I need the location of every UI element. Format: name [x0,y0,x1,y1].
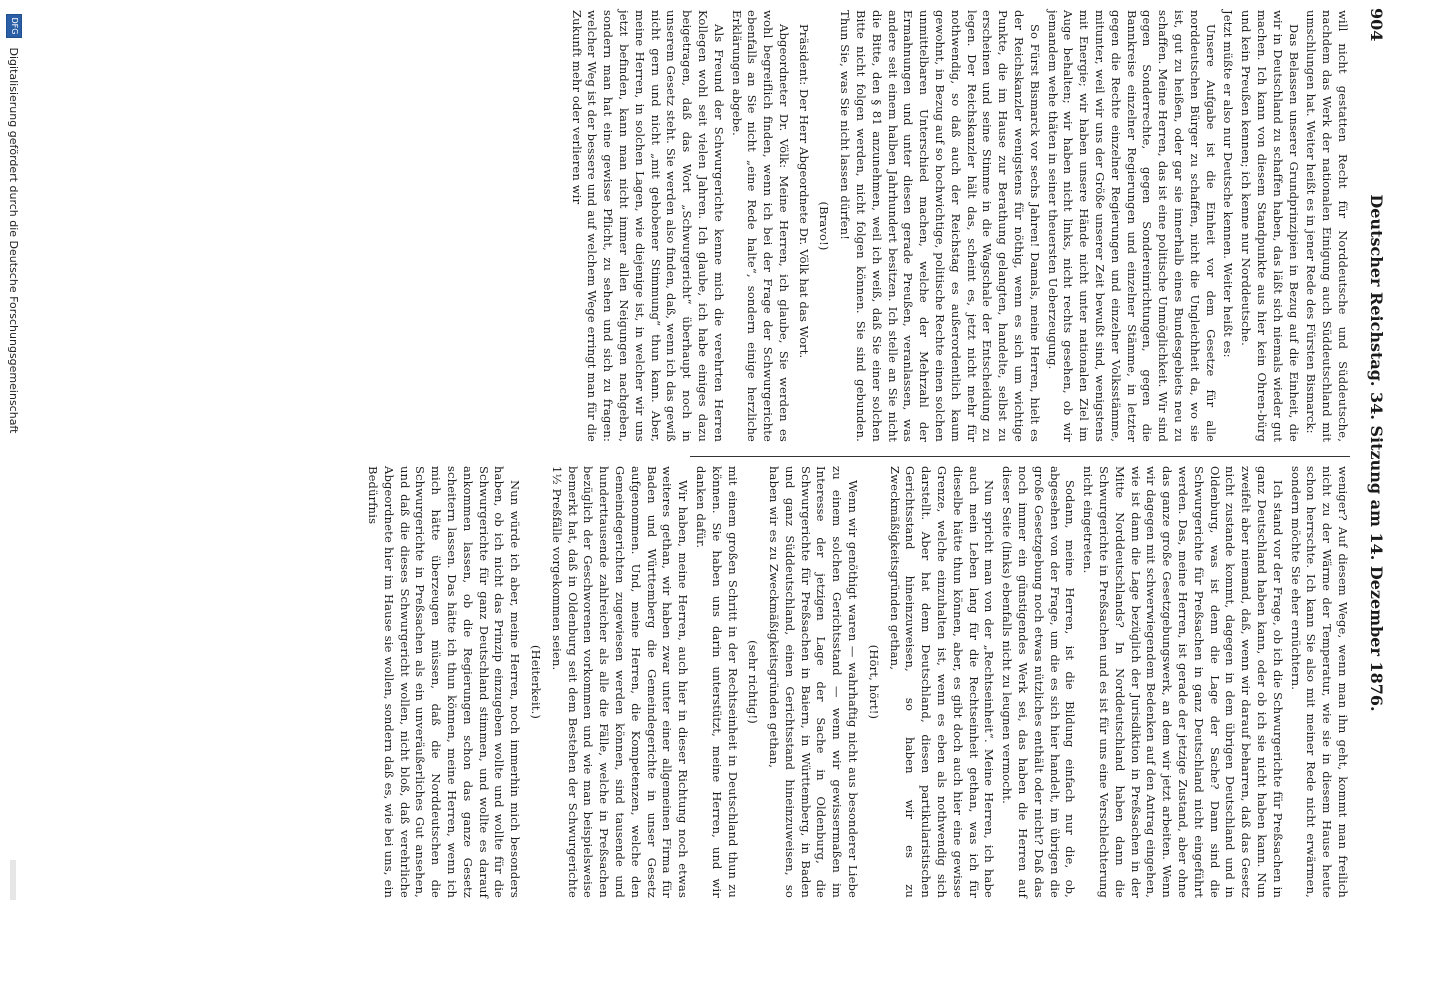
paragraph: Das Belassen unserer Grundprinzipien in Bezug auf die Einheit, die wir in Deutschland zu schaffen haben, das läßt sich niemals wieder gut machen. Ich kann von diesem Standpunkte aus hier kein Ohren-bürg und kein Preußen kennen; ich kenne nur Norddeutsche. [1239,10,1301,442]
right-column [362,466,1350,898]
paragraph: Wir haben, meine Herren, auch hier in dieser Richtung noch etwas weiteres gethan, wir haben zwar unter einer allgemeinen Firma für Baden und Württemberg die Gemeindegerichte in unser Gesetz aufgenommen. Und, meine Herren, die Kompetenzen, welche den Gemeindegerichten zugewiesen werden können, sind tausende und hunderttausende zahlreicher als alle die Fälle, welche in Preßsachen bezüglich der Geschworenen vorkommen und wie man beispielsweise bemerkt hat, daß in Oldenburg seit dem Bestehen der Schwurgerichte 1½ Preßfälle vorgekommen seien. [549,466,691,898]
paragraph: So Fürst Bismarck vor sechs Jahren! Damals, meine Herren, hielt es der Reichskanzler wenigstens für nöthig, wenn es sich um wichtige Punkte, die im Hause zur Berathung gelangten, handelte, selbst zu erscheinen und seine Stimme in die Wagschale der Entscheidung zu legen. Der Reichskanzler hält das, scheint es, jetzt nicht mehr für nothwendig, so daß auch der Reichstag es außerordentlich kaum gewohnt, in Bezug auf so hochwichtige, politische Rechte einen solchen unmittelbaren Unterschied machen, welche der Mehrzahl der Ermahnungen und unter diesen gerade Preußen, veranlassen, was andere seit einem halben Jahrhundert besitzen. Ich stelle an Sie nicht die Bitte, den § 81 anzunehmen, weil ich weiß, daß Sie einer solchen Bitte nicht folgen werden, nicht folgen können. Sie sind gebunden. Thun Sie, was Sie nicht lassen dürfen! [838,10,1042,442]
interjection: (Heiterkeit.) [528,644,543,720]
credit-text: Digitalisierung gefördert durch die Deutsche Forschungsgemeinschaft [7,47,21,434]
page-title: Deutscher Reichstag. 34. Sitzung am 14. Dezember 1876. [1367,194,1386,712]
page-number: 904 [1367,8,1386,42]
left-column [566,10,1350,442]
scan-mark [10,860,16,900]
dfg-logo-icon: DFG [6,14,22,38]
paragraph: Sodann, meine Herren, ist die Bildung einfach nur die, ob, abgesehen von der Frage, um die es sich hier handelt, im übrigen die große Gesetzgebung noch etwas nützliches enthält oder nicht? Daß das noch immer ein günstigendes Werk sei, das haben die Herren auf dieser Seite (links) ebenfalls nicht zu leugnen vermocht. [1000,466,1078,898]
paragraph: mit einem großen Schritt in der Rechtseinheit in Deutschland thun zu können. Sie haben uns darin unterstützt, meine Herren, und wir danken dafür. [693,466,740,898]
speaker-paragraph: Präsident: Der Herr Abgeordnete Dr. Völk hat das Wort. [796,24,811,359]
speaker-paragraph: Abgeordneter Dr. Völk: Meine Herren, ich glaube, Sie werden es wohl begreiflich finden, wenn ich bei der Frage der Schwurgerichte ebenfalls an Sie nicht „eine Rede halte“, sondern einige herzliche Erklärungen abgebe. [729,10,791,442]
paragraph: Als Freund der Schwurgerichte kenne mich die verehrten Herren Kollegen wohl seit vielen Jahren. Ich glaube, ich habe einiges dazu beigetragen, daß das Wort „Schwurgericht“ überhaupt noch in unserem Gesetz steht. Sie werden also finden, daß, wenn ich das gewiß nicht gern und nicht „mit gehobener Stimmung“ thun kann. Aber, meine Herren, in solchen Lagen, wie diejenige ist, in welcher wir uns jetzt befinden, kann man nicht immer allen Neigungen nachgeben, sondern man hat eine gewisse Pflicht, zu sehen und sich zu fragen: welcher Weg ist der bessere und auf welchem Wege erringt man für die Zukunft mehr oder verlieren wir [569,10,726,442]
interjection: (Bravo!) [817,201,832,251]
paragraph: Nun würde ich aber, meine Herren, noch immerhin mich besonders haben, ob ich nicht das Prinzip einzugeben wollte und wollte für die Schwurgerichte für ganz Deutschland stimmen, und wollte es darauf ankommen lassen, ob die Regierungen schon das ganze Gesetz scheitern lassen. Das hätte ich thun können, meine Herren, wenn ich mich hätte überzeugen müssen, daß die Norddeutschen die Schwurgerichte in Preßsachen als ein unveräußerliches Gut ansehen, und daß die dieses Schwurgericht wollen, nicht bloß, daß verehrliche Abgeordnete hier im Hause sie wollen, sondern daß es, wie bei uns, ein Bedürfnis [365,466,523,898]
paragraph: Jetzt müßte er also nur Deutsche kennen. Weiter heißt es: [1221,10,1236,358]
paragraph: Ich stand vor der Frage, ob ich die Schwurgerichte für Preßsachen in ganz Deutschland haben kann, oder ob ich sie nicht haben kann. Nun zweifelt aber niemand, daß, wenn wir darauf beharren, daß das Gesetz nicht zustande kommt, dagegen in dem übrigen Deutschland und in Oldenburg, was ist denn die Lage der Sache? Dann sind die Schwurgerichte für Preßsachen in ganz Deutschland nicht eingeführt werden. Das, meine Herren, ist gerade der jetzige Zustand, aber ohne das ganze große Gesetzgebungswerk, an dem wir jetzt arbeiten. Wenn wir dagegen mit schwerwiegendem Bedenken auf den Antrag eingehen, wie ist dann die Lage bezüglich der Jurisdiktion in Preßsachen in der Mitte Norddeutschlands? In Norddeutschland haben dann die Schwurgerichte in Preßsachen und es ist für uns eine Verschlechterung nicht eingetreten. [1081,466,1285,898]
interjection: (sehr richtig!) [746,640,761,724]
column-divider [690,456,1350,457]
paragraph: Nun spricht man von der „Rechtseinheit“. Meine Herren, ich habe auch mein Leben lang für die Rechtseinheit gethan, was ich für dieselbe hätte thun können, aber, es gibt doch auch hier eine gewisse Grenze, welche einzuhalten ist, wenn es eben als nothwendig sich darstellt. Aber hat denn Deutschland, diesen partikularistischen Gerichtsstand hineinzuweisen, so haben wir es zu Zweckmäßigkeitsgründen gethan, [887,466,997,898]
digitization-credit [4,4,22,996]
paragraph: weniger? Auf diesem Wege, wenn man ihn geht, kommt man freilich nicht zu der Wärme der Temperatur, wie sie in diesem Hause heute schon herrschte. Ich kann Sie also mit meiner Rede nicht erwärmen, sondern möchte Sie eher ernüchtern. [1288,466,1350,898]
paragraph: Unsere Aufgabe ist die Einheit vor dem Gesetze für alle norddeutschen Bürger zu schaffen, nicht die Ungleichheit da, wo sie ist, gut zu heißen, oder gar sie innerhalb eines Bundesgebiets neu zu schaffen. Meine Herren, das ist eine politische Unmöglichkeit. Wir sind gegen Sonderrechte, gegen Sondereinrichtungen, gegen die Bannkreise einzelner Regierungen und einzelner Stämme, in letzter gegen die Rechte einzelner Regierungen und einzelner Volksstämme, mitunter, weil wir uns der Größe unserer Zeit bewußt sind, wenigstens mit Energie; wir haben unsere Hände nicht unter nationalen Ziel im Auge behalten; wir haben nicht links, nicht rechts gesehen, ob wir jemandem wehe thäten in seiner theuersten Ueberzeugung. [1045,10,1218,442]
page-header [1360,8,1386,898]
paragraph: Wenn wir genöthigt waren — wahrhaftig nicht aus besonderer Liebe zu einem solchen Gerichtsstand — wenn wir gewissermaßen im Interesse der jetzigen Lage der Sache in Oldenburg, die Schwurgerichte für Preßsachen in Baiern, in Württemberg, in Baden und ganz Süddeutschland, einen Gerichtsstand hineinzuweisen, so haben wir es zu Zweckmäßigkeitsgründen gethan, [767,466,861,898]
paragraph: will nicht gestatten Recht für Norddeutsche und Süddeutsche, nachdem das Werk der nationalen Einigung auch Süddeutschland mit umschlungen hat. Weiter heißt es in jener Rede des Fürsten Bismarck: [1304,10,1350,442]
interjection: (Hört, hört!) [866,644,881,720]
